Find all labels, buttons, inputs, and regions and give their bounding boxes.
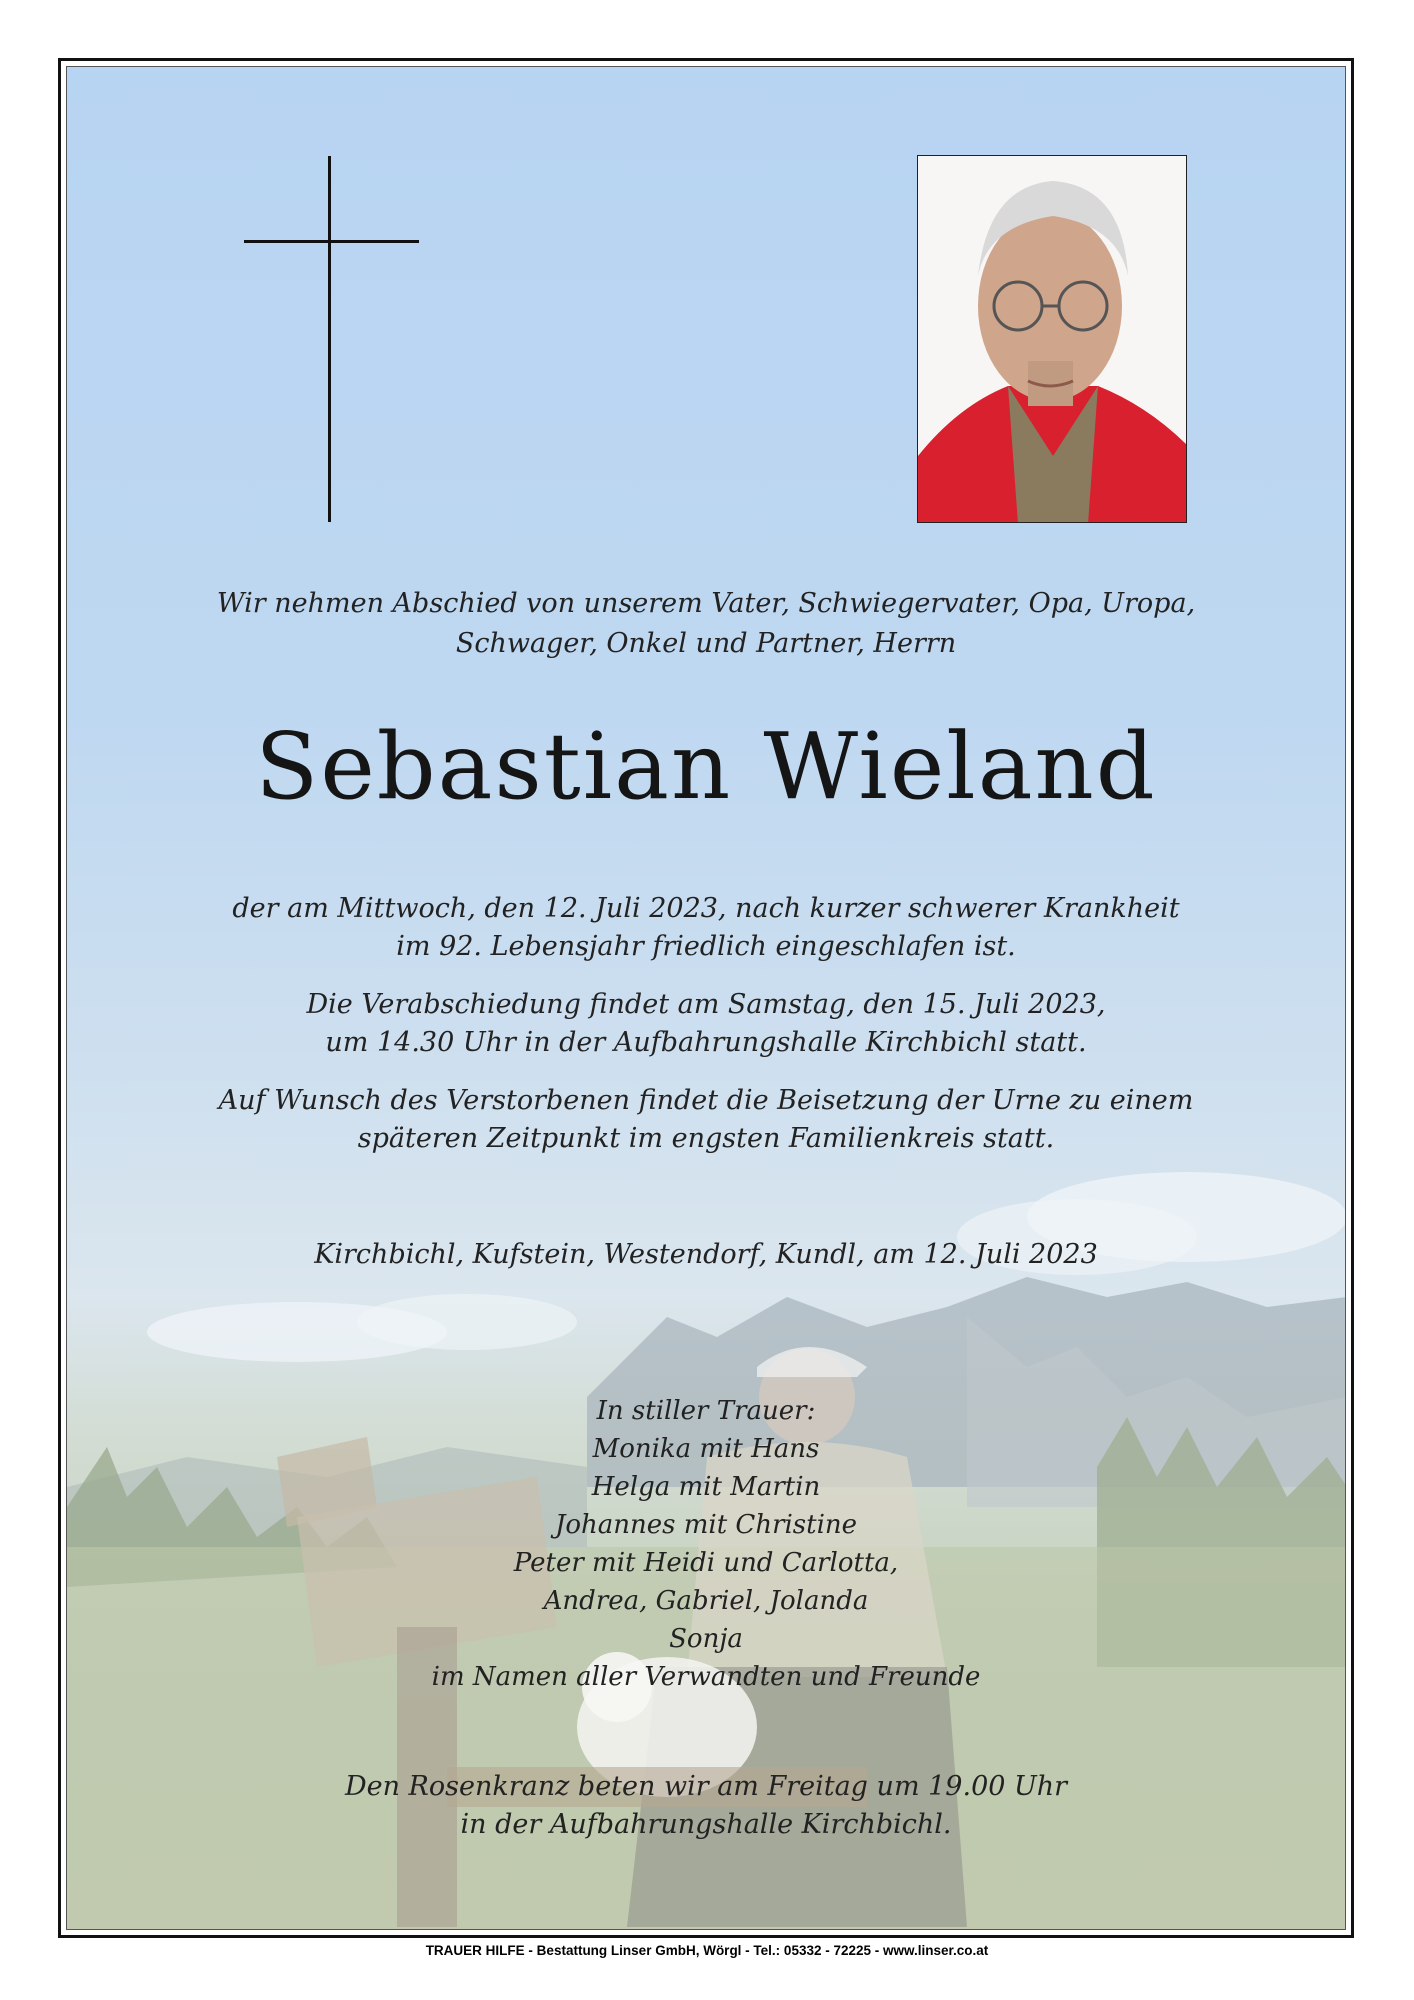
farewell-line-2: um 14.30 Uhr in der Aufbahrungshalle Kirchbichl statt. (325, 1027, 1087, 1058)
mourner-line: Monika mit Hans (592, 1434, 820, 1464)
intro-line-1: Wir nehmen Abschied von unserem Vater, Schwiegervater, Opa, Uropa, (216, 588, 1196, 619)
mourner-line: Peter mit Heidi und Carlotta, (513, 1548, 899, 1578)
burial-line-1: Auf Wunsch des Verstorbenen findet die Beisetzung der Urne zu einem (218, 1085, 1194, 1116)
portrait-photo (917, 155, 1187, 523)
death-line-2: im 92. Lebensjahr friedlich eingeschlafen ist. (396, 931, 1016, 962)
mourners-heading: In stiller Trauer: (596, 1396, 816, 1426)
cross-icon-vertical (328, 156, 331, 522)
rosary-line-1: Den Rosenkranz beten wir am Freitag um 19.00 Uhr (344, 1771, 1068, 1802)
rosary-line-2: in der Aufbahrungshalle Kirchbichl. (460, 1809, 952, 1840)
mourner-line: Johannes mit Christine (554, 1510, 858, 1540)
death-paragraph (66, 890, 1346, 966)
death-line-1: der am Mittwoch, den 12. Juli 2023, nach kurzer schwerer Krankheit (232, 893, 1180, 924)
mourners-list (66, 1392, 1346, 1696)
rosary-notice (66, 1768, 1346, 1844)
mourner-line: Andrea, Gabriel, Jolanda (543, 1586, 869, 1616)
burial-paragraph (66, 1082, 1346, 1158)
mourner-line: Helga mit Martin (591, 1472, 821, 1502)
burial-line-2: späteren Zeitpunkt im engsten Familienkreis statt. (357, 1123, 1055, 1154)
farewell-paragraph (66, 986, 1346, 1062)
intro-line-2: Schwager, Onkel und Partner, Herrn (455, 628, 957, 659)
deceased-name: Sebastian Wieland (255, 713, 1157, 820)
intro-text (66, 584, 1346, 664)
mourner-line: Sonja (669, 1624, 743, 1654)
footer-imprint: TRAUER HILFE - Bestattung Linser GmbH, Wörgl - Tel.: 05332 - 72225 - www.linser.co.at (425, 1943, 989, 1958)
place-date: Kirchbichl, Kufstein, Westendorf, Kundl, am 12. Juli 2023 (314, 1239, 1098, 1270)
cross-icon-horizontal (244, 240, 419, 243)
mourner-line: im Namen aller Verwandten und Freunde (431, 1662, 981, 1692)
farewell-line-1: Die Verabschiedung findet am Samstag, den 15. Juli 2023, (306, 989, 1106, 1020)
